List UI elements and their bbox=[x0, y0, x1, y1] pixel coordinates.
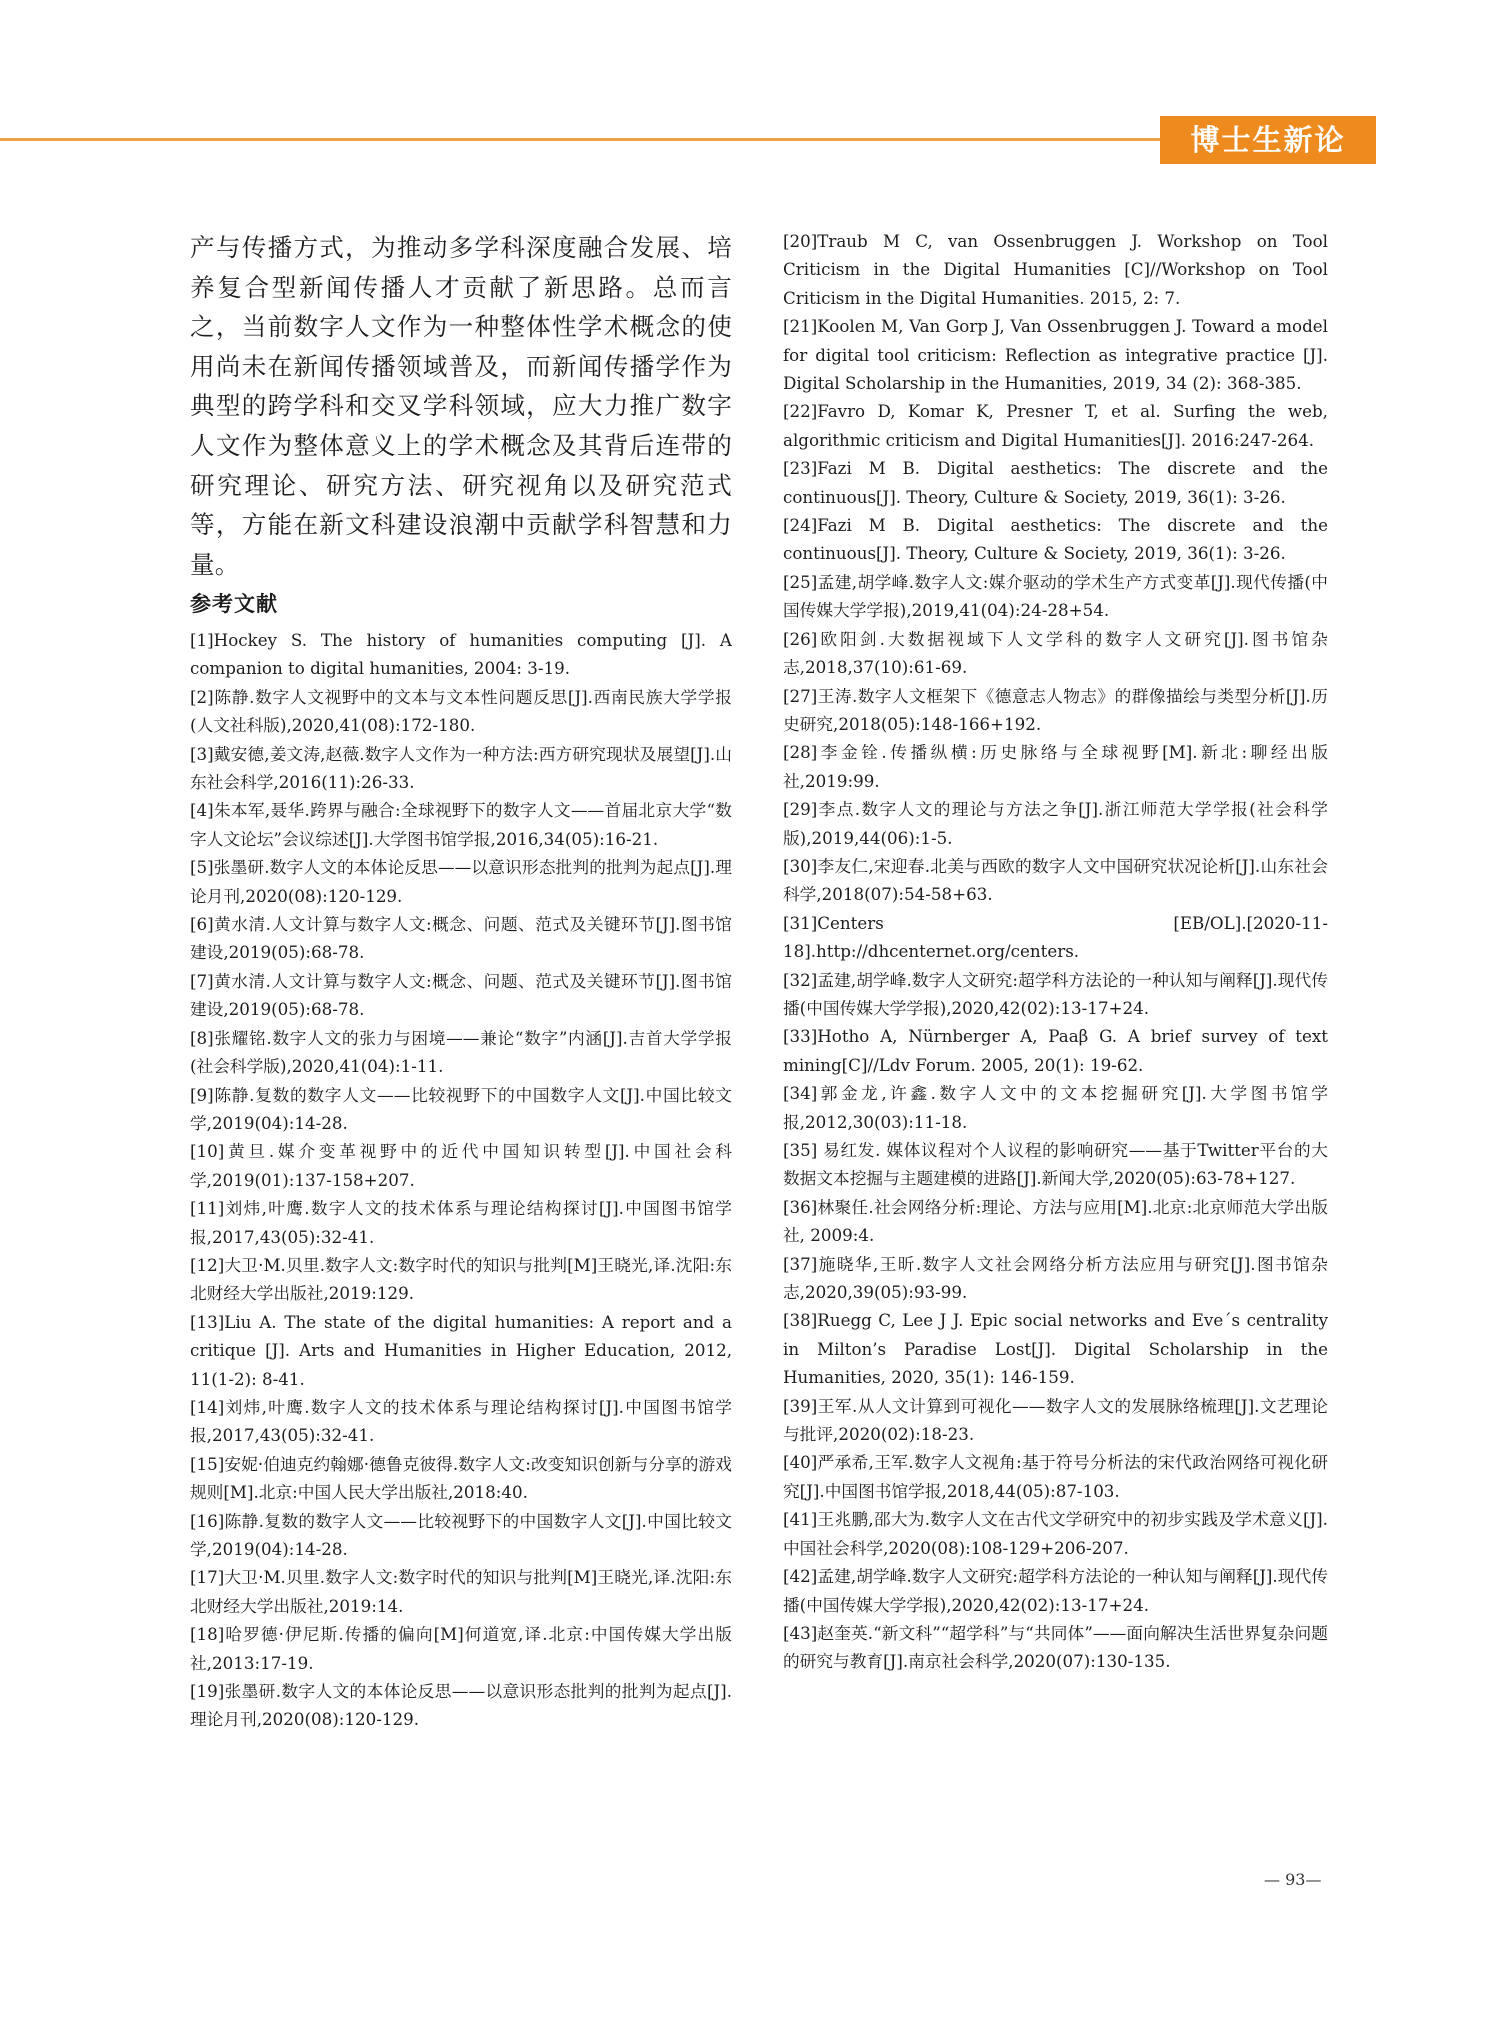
reference-item: [20]Traub M C, van Ossenbruggen J. Workshop on Tool Criticism in the Digital Humanities [C]//Workshop on Tool Criticism in the Digital Humanities. 2015, 2: 7. bbox=[783, 231, 1328, 308]
reference-list-right bbox=[783, 227, 1328, 1676]
reference-item: [1]Hockey S. The history of humanities computing [J]. A companion to digital humanities, 2004: 3-19. bbox=[190, 630, 732, 679]
body-paragraph: 产与传播方式，为推动多学科深度融合发展、培养复合型新闻传播人才贡献了新思路。总而言之，当前数字人文作为一种整体性学术概念的使用尚未在新闻传播领域普及，而新闻传播学作为典型的跨学科和交叉学科领域，应大力推广数字人文作为整体意义上的学术概念及其背后连带的研究理论、研究方法、研究视角以及研究范式等，方能在新文科建设浪潮中贡献学科智慧和力量。 bbox=[190, 233, 732, 579]
reference-item: [21]Koolen M, Van Gorp J, Van Ossenbruggen J. Toward a model for digital tool criticism: Reflection as integrative practice [J]. Digital Scholarship in the Humanities, 2019, 34 (2): 368-385. bbox=[783, 316, 1328, 394]
reference-item: [10]黄旦.媒介变革视野中的近代中国知识转型[J].中国社会科学,2019(01):137-158+207. bbox=[190, 1141, 732, 1190]
reference-item: [39]王军.从人文计算到可视化——数字人文的发展脉络梳理[J].文艺理论与批评,2020(02):18-23. bbox=[783, 1395, 1328, 1445]
reference-item: [36]林聚任.社会网络分析:理论、方法与应用[M].北京:北京师范大学出版社, 2009:4. bbox=[783, 1196, 1328, 1246]
right-column bbox=[783, 227, 1328, 1676]
section-tag: 博士生新论 bbox=[1160, 116, 1376, 164]
reference-item: [35] 易红发. 媒体议程对个人议程的影响研究——基于Twitter平台的大数据文本挖掘与主题建模的进路[J].新闻大学,2020(05):63-78+127. bbox=[783, 1140, 1328, 1189]
reference-item: [30]李友仁,宋迎春.北美与西欧的数字人文中国研究状况论析[J].山东社会科学,2018(07):54-58+63. bbox=[783, 855, 1328, 905]
reference-item: [11]刘炜,叶鹰.数字人文的技术体系与理论结构探讨[J].中国图书馆学报,2017,43(05):32-41. bbox=[190, 1198, 732, 1247]
reference-item: [15]安妮·伯迪克约翰娜·德鲁克彼得.数字人文:改变知识创新与分享的游戏规则[M].北京:中国人民大学出版社,2018:40. bbox=[190, 1453, 732, 1503]
reference-item: [17]大卫·M.贝里.数字人文:数字时代的知识与批判[M]王晓光,译.沈阳:东北财经大学出版社,2019:14. bbox=[190, 1567, 732, 1616]
reference-item: [37]施晓华,王昕.数字人文社会网络分析方法应用与研究[J].图书馆杂志,2020,39(05):93-99. bbox=[783, 1253, 1328, 1303]
reference-item: [12]大卫·M.贝里.数字人文:数字时代的知识与批判[M]王晓光,译.沈阳:东北财经大学出版社,2019:129. bbox=[190, 1254, 732, 1304]
reference-item: [23]Fazi M B. Digital aesthetics: The discrete and the continuous[J]. Theory, Culture & Society, 2019, 36(1): 3-26. bbox=[783, 458, 1328, 507]
reference-item: [42]孟建,胡学峰.数字人文研究:超学科方法论的一种认知与阐释[J].现代传播(中国传媒大学学报),2020,42(02):13-17+24. bbox=[783, 1566, 1328, 1615]
reference-item: [40]严承希,王军.数字人文视角:基于符号分析法的宋代政治网络可视化研究[J].中国图书馆学报,2018,44(05):87-103. bbox=[783, 1452, 1328, 1501]
reference-item: [25]孟建,胡学峰.数字人文:媒介驱动的学术生产方式变革[J].现代传播(中国传媒大学学报),2019,41(04):24-28+54. bbox=[783, 571, 1328, 621]
reference-item: [19]张墨研.数字人文的本体论反思——以意识形态批判的批判为起点[J].理论月刊,2020(08):120-129. bbox=[190, 1681, 732, 1730]
reference-item: [27]王涛.数字人文框架下《德意志人物志》的群像描绘与类型分析[J].历史研究,2018(05):148-166+192. bbox=[783, 685, 1328, 734]
reference-item: [22]Favro D, Komar K, Presner T, et al. Surfing the web, algorithmic criticism and Digital Humanities[J]. 2016:247-264. bbox=[783, 401, 1328, 450]
reference-item: [18]哈罗德·伊尼斯.传播的偏向[M]何道宽,译.北京:中国传媒大学出版社,2013:17-19. bbox=[190, 1624, 732, 1673]
reference-item: [28]李金铨.传播纵横:历史脉络与全球视野[M].新北:聊经出版社,2019:99. bbox=[783, 742, 1328, 791]
reference-item: [7]黄水清.人文计算与数字人文:概念、问题、范式及关键环节[J].图书馆建设,2019(05):68-78. bbox=[190, 970, 732, 1020]
reference-item: [16]陈静.复数的数字人文——比较视野下的中国数字人文[J].中国比较文学,2019(04):14-28. bbox=[190, 1510, 732, 1559]
reference-item: [26]欧阳剑.大数据视域下人文学科的数字人文研究[J].图书馆杂志,2018,37(10):61-69. bbox=[783, 628, 1328, 678]
reference-item: [43]赵奎英.“新文科”“超学科”与“共同体”——面向解决生活世界复杂问题的研究与教育[J].南京社会科学,2020(07):130-135. bbox=[783, 1622, 1328, 1672]
page-number: — 93— bbox=[1264, 1870, 1322, 1889]
references-heading: 参考文献 bbox=[190, 592, 278, 616]
reference-item: [38]Ruegg C, Lee J J. Epic social networks and Eve´s centrality in Milton’s Paradise Lost[J]. Digital Scholarship in the Humanities, 2020, 35(1): 146-159. bbox=[783, 1310, 1328, 1388]
reference-item: [4]朱本军,聂华.跨界与融合:全球视野下的数字人文——首届北京大学“数字人文论坛”会议综述[J].大学图书馆学报,2016,34(05):16-21. bbox=[190, 800, 732, 849]
reference-item: [41]王兆鹏,邵大为.数字人文在古代文学研究中的初步实践及学术意义[J].中国社会科学,2020(08):108-129+206-207. bbox=[783, 1509, 1328, 1558]
header-rule bbox=[0, 138, 1168, 141]
reference-item: [13]Liu A. The state of the digital humanities: A report and a critique [J]. Arts and Humanities in Higher Education, 2012, 11(1-2): 8-41. bbox=[190, 1311, 732, 1389]
left-column bbox=[190, 228, 732, 1730]
reference-item: [29]李点.数字人文的理论与方法之争[J].浙江师范大学学报(社会科学版),2019,44(06):1-5. bbox=[783, 799, 1328, 848]
reference-item: [5]张墨研.数字人文的本体论反思——以意识形态批判的批判为起点[J].理论月刊,2020(08):120-129. bbox=[190, 857, 732, 906]
reference-item: [34]郭金龙,许鑫.数字人文中的文本挖掘研究[J].大学图书馆学报,2012,30(03):11-18. bbox=[783, 1083, 1328, 1132]
reference-item: [31]Centers [EB/OL].[2020-11-18].http://dhcenternet.org/centers. bbox=[783, 912, 1328, 962]
reference-list-left bbox=[190, 626, 732, 1734]
reference-item: [3]戴安德,姜文涛,赵薇.数字人文作为一种方法:西方研究现状及展望[J].山东社会科学,2016(11):26-33. bbox=[190, 743, 732, 793]
reference-item: [14]刘炜,叶鹰.数字人文的技术体系与理论结构探讨[J].中国图书馆学报,2017,43(05):32-41. bbox=[190, 1396, 732, 1446]
reference-item: [6]黄水清.人文计算与数字人文:概念、问题、范式及关键环节[J].图书馆建设,2019(05):68-78. bbox=[190, 914, 732, 963]
reference-item: [8]张耀铭.数字人文的张力与困境——兼论“数字”内涵[J].吉首大学学报(社会科学版),2020,41(04):1-11. bbox=[190, 1027, 732, 1077]
reference-item: [24]Fazi M B. Digital aesthetics: The discrete and the continuous[J]. Theory, Culture & Society, 2019, 36(1): 3-26. bbox=[783, 515, 1328, 564]
reference-item: [2]陈静.数字人文视野中的文本与文本性问题反思[J].西南民族大学学报(人文社科版),2020,41(08):172-180. bbox=[190, 686, 732, 736]
reference-item: [32]孟建,胡学峰.数字人文研究:超学科方法论的一种认知与阐释[J].现代传播(中国传媒大学学报),2020,42(02):13-17+24. bbox=[783, 969, 1328, 1018]
reference-item: [33]Hotho A, Nürnberger A, Paaβ G. A brief survey of text mining[C]//Ldv Forum. 2005, 20(1): 19-62. bbox=[783, 1026, 1328, 1075]
reference-item: [9]陈静.复数的数字人文——比较视野下的中国数字人文[J].中国比较文学,2019(04):14-28. bbox=[190, 1084, 732, 1133]
